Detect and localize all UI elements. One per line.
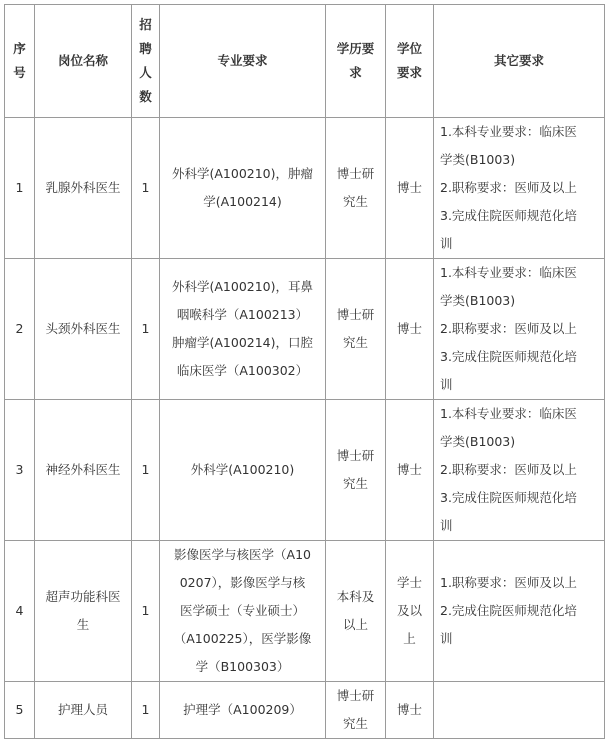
cell-other-line: 训 [440,377,453,392]
cell-degree [386,682,434,739]
header-count: 招 聘 人 数 [132,5,160,118]
cell-major-line: 影像医学与核医学（A10 [174,547,311,562]
cell-degree-line: 上 [403,631,416,646]
cell-major [160,541,326,682]
cell-position-name [35,682,132,739]
cell-position-name [35,541,132,682]
cell-education-line: 博士研 [336,307,375,322]
table-row [5,400,605,541]
cell-count: 1 [132,118,160,259]
cell-count: 1 [132,400,160,541]
header-other: 其它要求 [434,5,605,118]
cell-degree-line: 博士 [396,702,422,717]
cell-other-line: 1.职称要求：医师及以上 [440,575,577,590]
cell-degree-line: 博士 [396,180,422,195]
cell-degree-line: 博士 [396,462,422,477]
cell-major-line: 医学硕士（专业硕士） [179,603,305,618]
cell-education-line: 博士研 [336,448,375,463]
cell-education-line: 究生 [342,716,368,731]
cell-degree-line: 学士 [396,575,422,590]
cell-major-line: 临床医学（A100302） [176,363,309,378]
cell-degree-line: 博士 [396,321,422,336]
cell-education [326,400,386,541]
cell-other-line: 训 [440,631,453,646]
cell-education-line: 究生 [342,335,368,350]
cell-count: 1 [132,259,160,400]
cell-education-line: 究生 [342,194,368,209]
cell-no: 2 [5,259,35,400]
cell-other-line: 学类(B1003) [440,152,516,167]
cell-count: 1 [132,682,160,739]
cell-position-name-line: 护理人员 [57,702,108,717]
cell-degree [386,259,434,400]
cell-other-line: 训 [440,236,453,251]
cell-major-line: 0207），影像医学与核 [179,575,306,590]
cell-other-line: 1.本科专业要求：临床医 [440,406,577,421]
cell-other [434,400,605,541]
table-row [5,259,605,400]
cell-other [434,541,605,682]
cell-other-line: 学类(B1003) [440,434,516,449]
cell-education [326,541,386,682]
cell-education-line: 博士研 [336,688,375,703]
header-position-name: 岗位名称 [35,5,132,118]
cell-other-line: 训 [440,518,453,533]
header-education: 学历要 求 [326,5,386,118]
cell-degree [386,541,434,682]
cell-other-line: 3.完成住院医师规范化培 [440,349,577,364]
cell-no: 3 [5,400,35,541]
header-no: 序 号 [5,5,35,118]
cell-education-line: 博士研 [336,166,375,181]
cell-other-line: 2.完成住院医师规范化培 [440,603,577,618]
cell-other-line: 3.完成住院医师规范化培 [440,490,577,505]
cell-major-line: 外科学(A100210)，肿瘤 [171,166,314,181]
cell-major-line: 护理学（A100209） [183,702,302,717]
cell-no: 1 [5,118,35,259]
header-degree: 学位 要求 [386,5,434,118]
cell-other [434,682,605,739]
cell-position-name [35,259,132,400]
table-wrapper [4,4,605,739]
cell-major [160,118,326,259]
cell-other-line: 3.完成住院医师规范化培 [440,208,577,223]
cell-other-line: 2.职称要求：医师及以上 [440,180,577,195]
cell-no: 4 [5,541,35,682]
cell-position-name [35,118,132,259]
cell-major-line: 学（B100303） [195,659,290,674]
cell-other-line: 1.本科专业要求：临床医 [440,265,577,280]
cell-major [160,682,326,739]
cell-other-line: 2.职称要求：医师及以上 [440,462,577,477]
cell-other [434,118,605,259]
cell-other-line: 1.本科专业要求：临床医 [440,124,577,139]
cell-education [326,682,386,739]
cell-other [434,259,605,400]
cell-education [326,259,386,400]
cell-degree-line: 及以 [396,603,422,618]
cell-other-line: 学类(B1003) [440,293,516,308]
cell-education-line: 以上 [342,617,368,632]
cell-position-name-line: 超声功能科医 [45,589,121,604]
header-row [5,5,605,118]
cell-major-line: 外科学(A100210)，耳鼻 [171,279,314,294]
cell-position-name [35,400,132,541]
cell-major-line: 学(A100214) [203,194,282,209]
cell-education-line: 究生 [342,476,368,491]
cell-education [326,118,386,259]
cell-major-line: 外科学(A100210) [190,462,295,477]
table-row [5,682,605,739]
cell-major-line: 咽喉科学（A100213） [176,307,309,322]
cell-count: 1 [132,541,160,682]
cell-position-name-line: 乳腺外科医生 [45,180,121,195]
cell-major [160,259,326,400]
cell-major-line: 肿瘤学(A100214)，口腔 [171,335,314,350]
cell-degree [386,400,434,541]
cell-other-line: 2.职称要求：医师及以上 [440,321,577,336]
table-row [5,541,605,682]
cell-position-name-line: 神经外科医生 [45,462,121,477]
cell-no: 5 [5,682,35,739]
cell-major-line: （A100225），医学影像 [173,631,312,646]
cell-major [160,400,326,541]
cell-position-name-line: 生 [76,617,90,632]
cell-position-name-line: 头颈外科医生 [45,321,121,336]
table-row [5,118,605,259]
recruitment-table [4,4,605,739]
cell-education-line: 本科及 [336,589,375,604]
cell-degree [386,118,434,259]
header-major: 专业要求 [160,5,326,118]
